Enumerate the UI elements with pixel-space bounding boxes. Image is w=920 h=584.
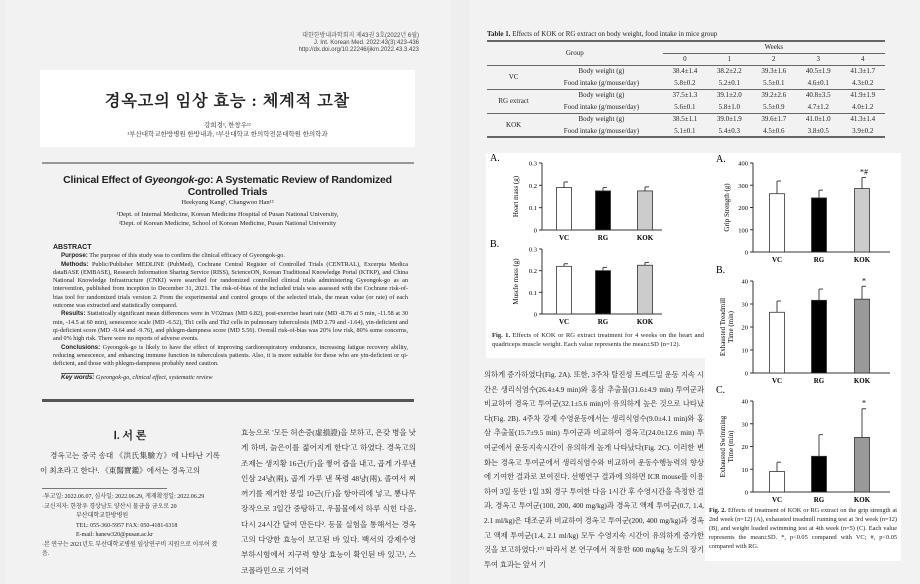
y-tick-label: 0.2 — [528, 268, 537, 276]
panel-label: B. — [490, 239, 500, 250]
value-cell: 39.2±2.6 — [761, 91, 787, 100]
value-cell: 5.1±0.1 — [674, 126, 696, 135]
y-tick-label: 20 — [741, 444, 748, 451]
journal-citation: J. Int. Korean Med. 2022:43(3):423-436 — [313, 40, 419, 46]
week-header: 4 — [860, 55, 865, 63]
y-tick-label: 0 — [744, 489, 748, 497]
y-tick-label: 0.1 — [528, 289, 537, 297]
x-tick-label: KOK — [853, 256, 871, 264]
value-cell: 4.3±0.2 — [852, 78, 874, 87]
right-page — [470, 0, 920, 584]
value-cell: 39.6±1.7 — [761, 115, 787, 124]
results-body-text: 의하게 증가하였다(Fig. 2A). 또한, 3주차 탈진성 트레드밀 운동 지속 시간은 생리식염수(26.4±4.9 min)와 홍삼 추출물(31.6±4.9 min) 투여군과 비교하여 경옥고 투여군(32.1±5.6 min)이 유의하게 높은 것으로 나타났다(Fig. 2B). 4주차 강제 수영운동에서는 생리식염수(9.0±4.1 min)와 홍삼 추출물(15.7±9.5 min) 투여군과 비교하여 경옥고(24.0±12.6 min) 투여군에서 운동지속시간이 유의하게 높게 나타났다(Fig. 2C). 이러한 변화는 경옥고 투여군에서 생리식염수와 비교하여 운동수행능력의 향상에 기여한 결과로 보여진다. 선행연구 결과에 의하면 ICR mouse를 이용하여 3일 동안 1일 3회 경구 투여한 다음 1시간 후 수영시간을 측정한 결과, 경옥고 투여군(100, 200, 400 mg/kg)과 경옥고 액제 투여군(0.7, 1.4, 2.1 ml/kg)은 대조군과 비교하여 경옥고 투여군(200, 400 mg/kg)과 경옥고 액제 투여군(1.4, 2.1 ml/kg) 모두 수영지속 시간이 유의하게 증가한 것을 보고하였다.¹⁷⁾ 따라서 본 연구에서 적용한 600 mg/kg 농도의 장기 투여 효과는 앞서 기 — [484, 370, 704, 569]
bar-kok — [855, 437, 870, 492]
significance-marker: *# — [860, 167, 868, 177]
y-tick-label: 0 — [533, 311, 537, 319]
y-tick-label: 0.2 — [528, 182, 537, 190]
y-axis-label: Time (min) — [727, 311, 735, 343]
week-header: 0 — [683, 55, 687, 63]
korean-affiliations: ¹부산대학교한방병원 한방내과, ²부산대학교 한의학전문대학원 한의학과 — [127, 131, 328, 138]
x-tick-label: RG — [597, 318, 609, 326]
panel-label: A. — [716, 154, 726, 165]
results-text: Statistically significant mean differences were in VO2max (MD 6.82), post-exercise heart rate (MD -8.76 at 5 min, -11.58 at 30 min, -14.5 at 60 min), senescence scale (MD -6.52), Th1 cells and Th2 cells in pulmonary tuberculosis (MD 2.79 and -1.64), yin-deficient and qi-deficient score (MD -9.64 and -9.76), and phlegm-dampness score (MD 5.56). Overall risk-of-bias was 20% low risk, 80% some concerns, and 0% high risk. There were no reports of adverse events. — [53, 310, 409, 343]
y-tick-label: 100 — [738, 227, 748, 235]
korean-title: 경옥고의 임상 효능 : 체계적 고찰 — [104, 93, 351, 110]
x-tick-label: VC — [771, 377, 783, 385]
value-cell: 41.3±1.4 — [850, 115, 876, 124]
measure-label: Food intake (g/mouse/day) — [563, 78, 640, 87]
bar-kok — [855, 299, 870, 373]
value-cell: 39.1±2.0 — [716, 91, 742, 100]
english-title-italic: Gyeongok-go — [144, 174, 210, 186]
table-caption-label: Table 1. — [487, 30, 511, 38]
y-axis-label: Grip Strength (g) — [723, 183, 731, 232]
bar-vc — [557, 266, 572, 314]
x-tick-label: KOK — [853, 496, 871, 504]
significance-marker: * — [862, 276, 866, 286]
value-cell: 4.7±1.2 — [807, 102, 829, 111]
footnote-rule — [42, 488, 167, 489]
value-cell: 38.5±1.1 — [672, 115, 698, 124]
value-cell: 37.5±1.3 — [672, 91, 698, 100]
x-tick-label: VC — [558, 318, 570, 326]
value-cell: 3.8±0.5 — [807, 126, 829, 135]
fig1-caption-label: Fig. 1. — [492, 332, 511, 339]
group-cell: RG extract — [498, 97, 529, 105]
y-axis-label: Time (min) — [727, 430, 735, 463]
value-cell: 5.8±1.0 — [718, 102, 740, 111]
table-caption-text: Effects of KOK or RG extract on body weight, food intake in mice group — [510, 30, 718, 38]
bar-vc — [770, 194, 785, 252]
english-title — [40, 174, 415, 198]
affiliation-2: ²Dept. of Korean Medicine, School of Korean Medicine, Pusan National University — [118, 220, 337, 227]
journal-issue: 대한한방내과학회지 제43권 3호(2022년 6월) — [302, 33, 419, 39]
week-header: 1 — [727, 55, 732, 63]
value-cell: 4.0±1.2 — [852, 102, 874, 111]
value-cell: 4.6±0.1 — [807, 78, 829, 87]
methods-text: Public/Publisher MEDLINE (PubMed), Cochrane Central Register of Controlled Trials (CENTRAL), Excerpta Medica dataBASE (EMBASE), Research Information Sharing Service (RISS), ScienceON, Korean Traditional Knowledge Portal (KTKP), and China National Knowledge Infrastructure (CNKI) were searched for randomized controlled clinical trials administering Gyeongok-go as an intervention, published from inception to December 31, 2021. The risk-of-bias of the included trials was assessed with the Cochrane risk-of-bias tool for randomized trials version 2. From the experimental and control groups of the selected trials, the mean value (or rate) of each outcome was extracted and statistically compared. — [53, 260, 409, 310]
value-cell: 5.8±0.2 — [674, 78, 696, 87]
divider — [42, 162, 414, 164]
measure-label: Body weight (g) — [578, 115, 625, 124]
bar-rg — [596, 271, 611, 314]
y-tick-label: 10 — [741, 466, 748, 474]
y-tick-label: 10 — [741, 347, 748, 355]
footnote-phone: TEL: 055-360-5957 FAX: 050-4181-6318 — [76, 522, 178, 529]
footnote-email[interactable]: E-mail: hanew320@pusan.ac.kr — [76, 532, 154, 538]
bar-kok — [855, 189, 870, 252]
affiliation-1: ¹Dept. of Internal Medicine, Korean Medicine Hospital of Pusan National University, — [116, 211, 339, 218]
conclusions-label: Conclusions: — [61, 343, 101, 351]
y-axis-label: Exhausted Swimming — [719, 415, 727, 478]
measure-label: Food intake (g/mouse/day) — [563, 126, 640, 135]
value-cell: 39.0±1.9 — [716, 115, 742, 124]
value-cell: 40.8±3.5 — [805, 91, 831, 100]
results-label: Results: — [61, 310, 86, 318]
y-tick-label: 30 — [741, 301, 748, 309]
y-tick-label: 0.3 — [528, 246, 537, 254]
left-page — [5, 0, 451, 584]
bar-kok — [638, 191, 653, 230]
value-cell: 5.5±0.1 — [763, 78, 785, 87]
section-heading: Ⅰ. 서 론 — [113, 430, 147, 442]
fig2-caption-label: Fig. 2. — [709, 507, 726, 514]
value-cell: 5.4±0.3 — [718, 126, 740, 135]
measure-label: Body weight (g) — [578, 91, 625, 100]
abstract — [53, 244, 408, 383]
english-title-pre: Clinical Effect of — [63, 174, 145, 186]
keywords-text: Gyeongok-go, clinical effect, systematic review — [95, 374, 213, 382]
measure-label: Body weight (g) — [578, 67, 625, 76]
x-tick-label: KOK — [853, 377, 871, 385]
purpose-label: Purpose: — [61, 252, 88, 260]
x-tick-label: RG — [597, 234, 609, 242]
y-tick-label: 300 — [738, 182, 748, 190]
panel-label: C. — [716, 385, 726, 396]
fig2-caption-text: Effects of treatment of KOK or RG extract on the grip strength at 2nd week (n=12) (A), exhausted treadmill running test at 3rd week (n=12) (B), and weight loaded swimming test at 4th week (n=5) (C). Each value represents the mean±SD. *, p<0.05 compared with VC; #, p<0.05 compared with RG. — [709, 507, 897, 550]
y-tick-label: 200 — [738, 205, 748, 212]
value-cell: 41.3±1.7 — [850, 67, 876, 76]
significance-marker: * — [862, 398, 866, 408]
value-cell: 5.6±0.1 — [674, 102, 696, 111]
week-header: 3 — [816, 55, 820, 63]
value-cell: 41.0±1.0 — [805, 115, 831, 124]
x-tick-label: VC — [558, 234, 570, 242]
methods-label: Methods: — [61, 260, 89, 268]
korean-title-box — [40, 70, 415, 147]
x-tick-label: KOK — [636, 234, 654, 242]
korean-authors: 강희경¹, 한창우¹² — [204, 122, 251, 129]
x-tick-label: RG — [813, 256, 825, 264]
y-tick-label: 40 — [741, 278, 748, 286]
bar-rg — [812, 198, 827, 252]
footnote-correspondence: ·교신저자: 한창우 경상남도 양산시 물금읍 금오로 20 — [42, 503, 177, 510]
group-cell: KOK — [506, 120, 522, 129]
x-tick-label: KOK — [636, 318, 654, 326]
english-authors: Heekyung Kang¹, Changwoo Han¹² — [181, 199, 274, 206]
y-tick-label: 20 — [741, 324, 748, 332]
y-tick-label: 0 — [533, 227, 537, 235]
footnote-address: 부산대학교한방병원 — [76, 513, 129, 519]
panel-label: B. — [716, 265, 726, 276]
value-cell: 38.4±1.4 — [672, 67, 698, 76]
conclusions-text: Gyeongok-go is likely to have the effect of improving cardiorespiratory endurance, increasing fatigue recovery ability, reducing senescence, and enhancing immune function in tuberculosis patients. Also, it is more suitable for those who are yin-deficient or qi-deficient, and those with phlegm-dampness probably need caution. — [53, 343, 408, 368]
bar-vc — [770, 472, 785, 492]
y-tick-label: 400 — [738, 160, 748, 168]
intro-column-2: 효능으로 '모든 허손증(虛損證)을 보하고, 온갖 병을 낫게 하며, 늙은이를 젊어지게 한다'고 하였다. 경옥고의 조제는 생지황 16근(斤)을 찧어 즙을 내고, 곱게 가루낸 인삼 24냥(兩), 곱게 가루 낸 복령 48냥(兩), 졸여서 찌꺼기를 제거한 봉밀 10근(斤)을 항아리에 넣고, 뽕나무장작으로 3일간 중탕하고, 우물물에서 하루 식힌 다음, 다시 24시간 달여 만든다². 동물 실험을 통해서는 경옥고의 다양한 효능이 보고된 바 있다. 백서의 강제수영부하시험에서 지구력 향상 효능이 확인된 바 있고³, 스코폴라민으로 기억력 — [241, 428, 416, 575]
value-cell: 38.2±2.2 — [716, 67, 742, 76]
x-tick-label: VC — [771, 496, 783, 504]
footnote-dates: ·투고일: 2022.06.07, 심사일: 2022.06.29, 게재확정일: 2022.06.29 — [42, 494, 205, 500]
value-cell: 3.9±0.2 — [852, 126, 874, 135]
abstract-heading: ABSTRACT — [53, 244, 92, 251]
y-axis-label: Muscle mass (g) — [512, 258, 520, 305]
value-cell: 4.5±0.6 — [763, 126, 785, 135]
y-tick-label: 0 — [744, 249, 748, 257]
value-cell: 5.5±0.9 — [763, 102, 785, 111]
bar-rg — [812, 456, 827, 492]
y-tick-label: 0 — [744, 370, 748, 378]
y-tick-label: 0.3 — [528, 160, 537, 168]
x-tick-label: RG — [813, 496, 825, 504]
intro-column-1: 경옥고는 중국 송대 《洪氏集驗方》에 나타난 기록이 최초라고 한다¹. 《東醫寶鑑》에서는 경옥고의 — [40, 451, 220, 476]
value-cell: 41.9±1.9 — [850, 91, 876, 100]
week-header: 2 — [772, 55, 776, 63]
bar-vc — [770, 312, 785, 373]
journal-header — [299, 33, 419, 54]
value-cell: 5.2±0.1 — [718, 78, 740, 87]
group-header: Group — [487, 41, 663, 65]
divider-dark — [42, 399, 414, 402]
bar-vc — [557, 188, 572, 230]
y-axis-label: Exhausted Treadmill — [719, 297, 727, 357]
value-cell: 40.5±1.9 — [805, 67, 831, 76]
x-tick-label: RG — [813, 377, 825, 385]
bar-kok — [638, 265, 653, 314]
value-cell: 39.3±1.6 — [761, 67, 787, 76]
measure-label: Food intake (g/mouse/day) — [563, 102, 640, 111]
y-tick-label: 0.1 — [528, 205, 537, 213]
y-axis-label: Heart mass (g) — [512, 175, 520, 218]
english-affiliations — [40, 210, 415, 228]
y-tick-label: 40 — [741, 398, 748, 406]
bar-rg — [596, 191, 611, 230]
keywords-label: Key words: — [61, 374, 95, 382]
x-tick-label: VC — [771, 256, 783, 264]
english-title-post: : A Systematic Review of Randomized Controlled Trials — [187, 174, 392, 198]
weeks-header: Weeks — [663, 41, 885, 53]
y-tick-label: 30 — [741, 421, 748, 429]
doi-link[interactable]: http://dx.doi.org/10.22246/jikm.2022.43.3.423 — [298, 47, 419, 53]
fig1-caption-text: Effects of KOK or RG extract treatment for 4 weeks on the heart and quadriceps muscle weight. Each value represents the mean±SD (n=12). — [492, 332, 704, 349]
bar-rg — [812, 300, 827, 373]
purpose-text: The purpose of this study was to confirm the clinical efficacy of Gyeongok-go. — [89, 252, 285, 260]
footnotes — [42, 493, 222, 560]
panel-label: A. — [490, 153, 500, 164]
footnote-funding: ·본 연구는 2021년도 부산대학교병원 임상연구비 지원으로 이루어 졌음. — [42, 541, 218, 557]
group-cell: VC — [508, 73, 519, 81]
